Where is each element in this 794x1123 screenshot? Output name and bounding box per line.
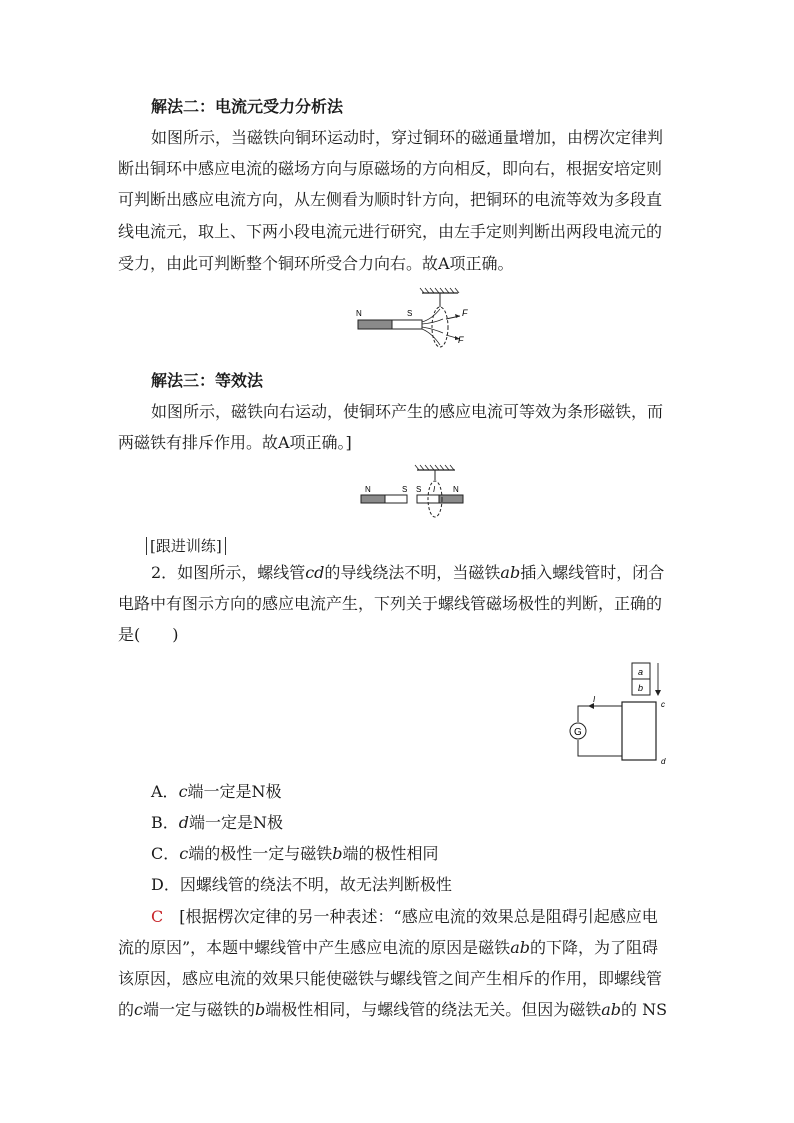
force-label-top: F (462, 308, 468, 318)
var-ab: ab (500, 563, 521, 582)
option-text: 端的极性一定与磁铁 (188, 844, 333, 863)
left-magnet-n (361, 495, 385, 503)
question-line-1 (151, 563, 664, 583)
label-s-left: S (402, 485, 408, 494)
label-current: I (433, 485, 436, 494)
option-a (151, 782, 282, 802)
answer-text: 端极性相同，与螺线管的绕法无关。但因为磁铁 (265, 1000, 602, 1019)
question-text: 如图所示，螺线管 (177, 563, 306, 582)
option-letter: A． (151, 782, 179, 801)
question-line-3: 是( ) (118, 625, 179, 644)
option-var: c (178, 782, 188, 801)
method3-title: 解法三：等效法 (151, 371, 264, 390)
option-b (151, 813, 283, 833)
question-text: 插入螺线管时，闭合 (520, 563, 665, 582)
var-b: b (255, 1000, 266, 1019)
method3-line-2: 两磁铁有排斥作用。故A项正确。] (118, 433, 352, 452)
magnet-ring-figure (350, 283, 480, 358)
label-s-right: S (416, 485, 422, 494)
var-cd: cd (305, 563, 325, 582)
label-d: d (661, 757, 666, 766)
method2-line-5: 受力，由此可判断整个铜环所受合力向右。故A项正确。 (118, 254, 514, 273)
magnet-n-half (358, 320, 392, 329)
label-c: c (661, 700, 665, 709)
option-d (151, 875, 452, 895)
label-b: b (638, 683, 644, 693)
method2-line-2: 断出铜环中感应电流的磁场方向与原磁场的方向相反，即向右，根据安培定则 (118, 159, 663, 178)
option-text: 端一定是N极 (189, 813, 284, 832)
question-line-2: 电路中有图示方向的感应电流产生，下列关于螺线管磁场极性的判断，正确的 (118, 594, 663, 613)
answer-text: 的 NS (621, 1000, 668, 1019)
label-n-right: N (453, 485, 459, 494)
answer-line-3: 该原因，感应电流的效果只能使磁铁与螺线管之间产生相斥的作用，即螺线管 (118, 969, 663, 988)
var-ab: ab (510, 938, 530, 957)
answer-text: 的下降，为了阻碍 (529, 938, 658, 957)
label-current: I (593, 695, 596, 704)
option-letter: D． (151, 875, 180, 894)
answer-line-2 (118, 938, 658, 958)
question-text: 的导线绕法不明，当磁铁 (324, 563, 501, 582)
label-s: S (407, 309, 413, 318)
left-magnet-s (385, 495, 407, 503)
answer-line-1 (151, 907, 658, 927)
var-c: c (134, 1000, 143, 1019)
solenoid (622, 702, 656, 760)
var-ab: ab (601, 1000, 622, 1019)
method2-line-4: 线电流元，取上、下两小段电流元进行研究，由左手定则判断出两段电流元的 (118, 222, 663, 241)
option-letter: C． (151, 844, 180, 863)
label-n-left: N (365, 485, 371, 494)
answer-text: 流的原因”，本题中螺线管中产生感应电流的原因是磁铁 (118, 938, 511, 957)
option-text: 端一定是N极 (187, 782, 282, 801)
method2-title: 解法二：电流元受力分析法 (151, 97, 344, 116)
solenoid-circuit-figure (560, 660, 690, 770)
method3-line-1: 如图所示，磁铁向右运动，使铜环产生的感应电流可等效为条形磁铁，而 (151, 402, 664, 421)
method2-line-3: 可判断出感应电流方向，从左侧看为顺时针方向，把铜环的电流等效为多段直 (118, 190, 663, 209)
equivalent-magnets-figure (355, 462, 475, 520)
option-var: c (179, 844, 189, 863)
option-text: 端的极性相同 (342, 844, 439, 863)
label-a: a (638, 667, 644, 677)
label-g: G (574, 727, 582, 738)
option-letter: B． (151, 813, 179, 832)
training-tag: [跟进训练] (146, 537, 226, 555)
option-var: b (332, 844, 343, 863)
option-var: d (178, 813, 190, 832)
right-magnet-n (439, 495, 463, 503)
option-text: 因螺线管的绕法不明，故无法判断极性 (179, 875, 452, 894)
answer-text: [根据楞次定律的另一种表述：“感应电流的效果总是阻碍引起感应电 (179, 907, 658, 926)
question-number: 2． (151, 563, 178, 582)
option-c (151, 844, 439, 864)
answer-text: 端一定与磁铁的 (142, 1000, 255, 1019)
copper-ring (432, 307, 448, 347)
force-label-bottom: F (458, 335, 464, 345)
answer-line-4 (118, 1000, 667, 1020)
method2-line-1: 如图所示，当磁铁向铜环运动时，穿过铜环的磁通量增加，由楞次定律判 (151, 128, 664, 147)
label-n: N (356, 309, 362, 318)
magnet-s-half (392, 320, 422, 329)
answer-text: 的 (118, 1000, 135, 1019)
answer-letter: C (151, 907, 164, 926)
